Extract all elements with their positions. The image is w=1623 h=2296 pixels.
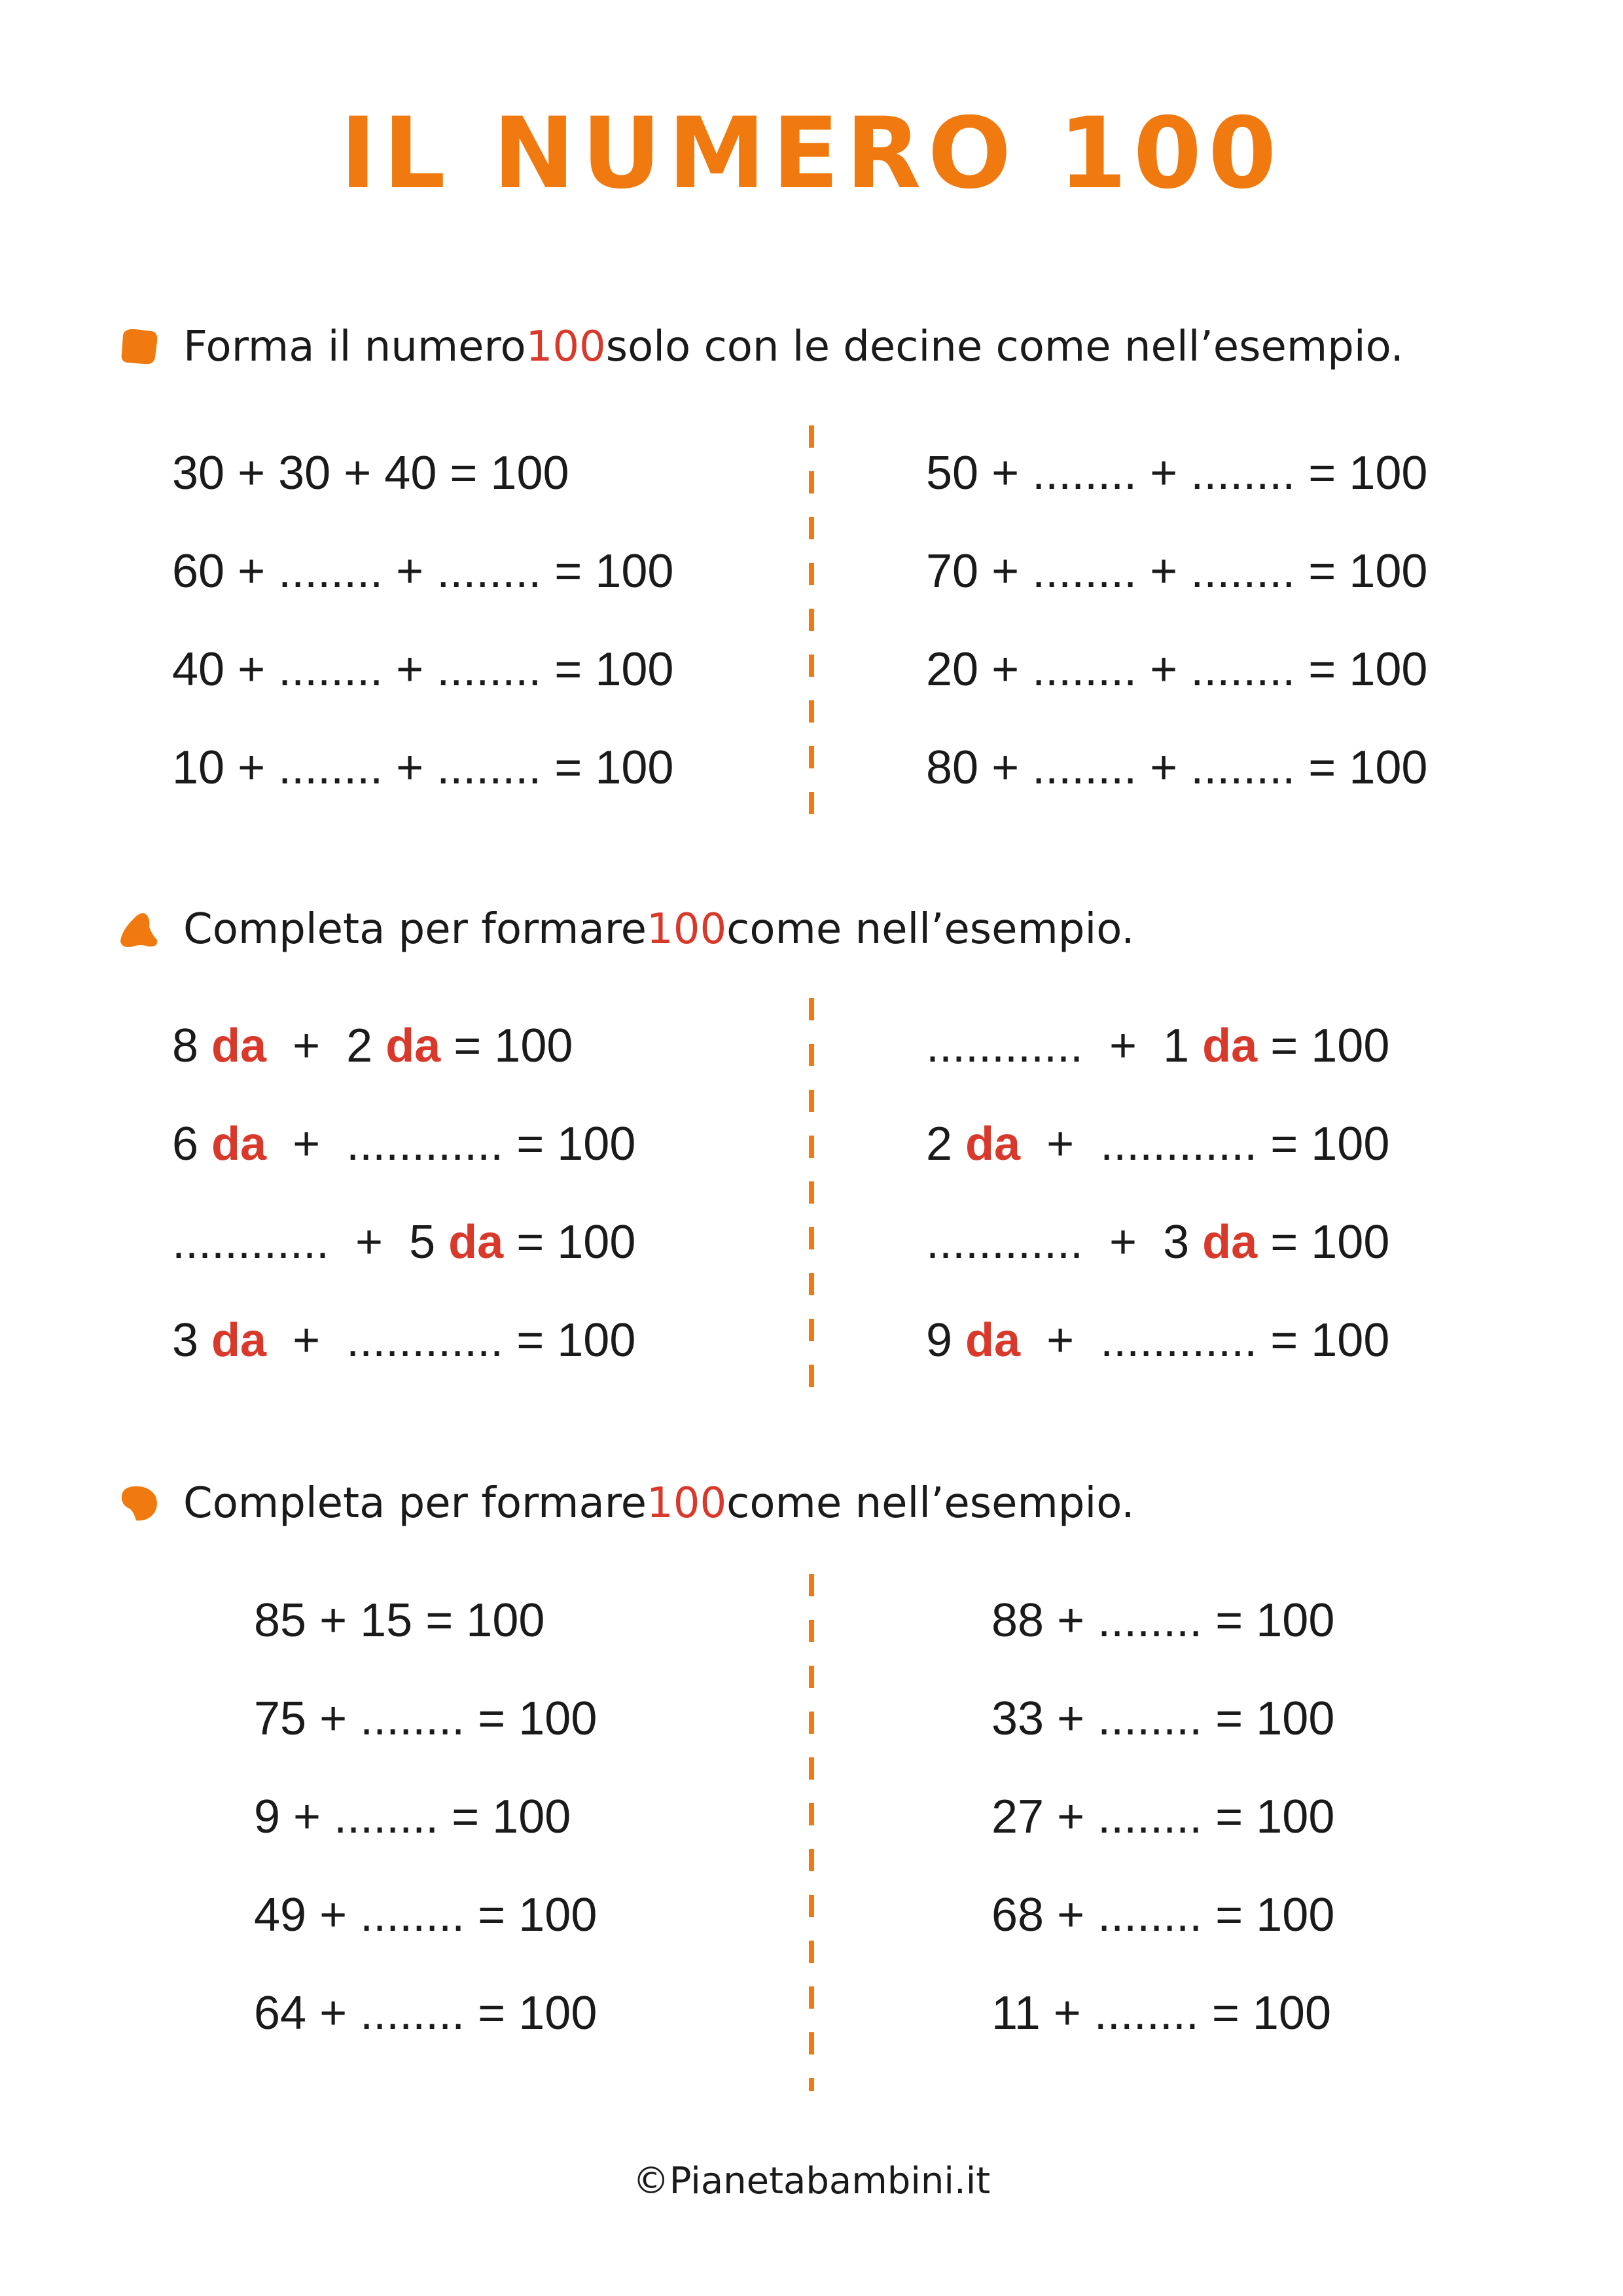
equation: 27 + ........ = 100 xyxy=(991,1791,1335,1843)
equation xyxy=(172,1216,635,1268)
tens-unit-label: da xyxy=(211,1314,267,1367)
equation-part: 3 xyxy=(172,1314,212,1367)
tens-unit-label: da xyxy=(965,1118,1021,1170)
equation: 49 + ........ = 100 xyxy=(254,1889,597,1941)
tens-unit-label: da xyxy=(1202,1020,1258,1072)
equation-part: ............ + 1 xyxy=(926,1020,1203,1072)
equation-part: + ............ = 100 xyxy=(266,1118,636,1170)
equation: 11 + ........ = 100 xyxy=(991,1987,1332,2039)
instruction-1-after: solo con le decine come nell’esempio. xyxy=(605,323,1404,371)
equation-part: = 100 xyxy=(503,1216,636,1268)
instruction-3-before: Completa per formare xyxy=(183,1479,647,1528)
equation-part: = 100 xyxy=(1257,1020,1390,1072)
instruction-2-after: come nell’esempio. xyxy=(726,905,1135,954)
instruction-1-before: Forma il numero xyxy=(183,323,526,371)
equation-part: ............ + 5 xyxy=(172,1216,449,1268)
equation-part: 9 xyxy=(926,1314,966,1367)
equation-part: ............ + 3 xyxy=(926,1216,1203,1268)
tens-unit-label: da xyxy=(448,1216,504,1268)
equation: 40 + ........ + ........ = 100 xyxy=(172,643,674,696)
equation xyxy=(172,1118,635,1170)
equation: 20 + ........ + ........ = 100 xyxy=(926,643,1428,696)
instruction-1-highlight: 100 xyxy=(526,323,606,371)
equation: 80 + ........ + ........ = 100 xyxy=(926,742,1428,794)
tens-unit-label: da xyxy=(211,1020,267,1072)
blob-icon xyxy=(118,326,160,368)
equation: 9 + ........ = 100 xyxy=(254,1791,571,1843)
page-title: IL NUMERO 100 xyxy=(340,97,1283,211)
equation: 50 + ........ + ........ = 100 xyxy=(926,447,1428,499)
equation-part: + ............ = 100 xyxy=(266,1314,636,1367)
equation: 68 + ........ = 100 xyxy=(991,1889,1335,1941)
equation-part: + ............ = 100 xyxy=(1020,1118,1390,1170)
equation: 75 + ........ = 100 xyxy=(254,1693,597,1745)
equation-part: + 2 xyxy=(266,1020,386,1072)
equation-part: 2 xyxy=(926,1118,966,1170)
dashed-divider xyxy=(809,998,814,1391)
equation xyxy=(926,1118,1389,1170)
equation: 64 + ........ = 100 xyxy=(254,1987,597,2039)
tens-unit-label: da xyxy=(385,1020,441,1072)
instruction-2-before: Completa per formare xyxy=(183,905,647,954)
equation xyxy=(926,1314,1389,1367)
equation-part: = 100 xyxy=(440,1020,573,1072)
equation: 70 + ........ + ........ = 100 xyxy=(926,545,1428,598)
tens-unit-label: da xyxy=(965,1314,1021,1367)
tens-unit-label: da xyxy=(1202,1216,1258,1268)
dashed-divider xyxy=(809,1574,814,2091)
tens-unit-label: da xyxy=(211,1118,267,1170)
blob-icon xyxy=(118,908,160,950)
instruction-3-after: come nell’esempio. xyxy=(726,1479,1135,1528)
equation: 10 + ........ + ........ = 100 xyxy=(172,742,674,794)
equation-part: = 100 xyxy=(1257,1216,1390,1268)
equation-part: 8 xyxy=(172,1020,212,1072)
footer-credit: ©Pianetabambini.it xyxy=(632,2160,991,2202)
instruction-1 xyxy=(118,314,1404,380)
equation: 33 + ........ = 100 xyxy=(991,1693,1335,1745)
instruction-3 xyxy=(118,1471,1135,1536)
instruction-3-highlight: 100 xyxy=(647,1479,727,1528)
equation xyxy=(926,1216,1389,1268)
equation-part: + ............ = 100 xyxy=(1020,1314,1390,1367)
dashed-divider xyxy=(809,425,814,818)
blob-icon xyxy=(118,1482,160,1524)
equation xyxy=(172,1020,573,1072)
equation xyxy=(926,1020,1389,1072)
equation: 85 + 15 = 100 xyxy=(254,1594,545,1647)
equation-part: 6 xyxy=(172,1118,212,1170)
equation xyxy=(172,1314,635,1367)
equation: 60 + ........ + ........ = 100 xyxy=(172,545,674,598)
instruction-2 xyxy=(118,897,1135,962)
equation: 88 + ........ = 100 xyxy=(991,1594,1335,1647)
instruction-2-highlight: 100 xyxy=(647,905,727,954)
equation: 30 + 30 + 40 = 100 xyxy=(172,447,569,499)
